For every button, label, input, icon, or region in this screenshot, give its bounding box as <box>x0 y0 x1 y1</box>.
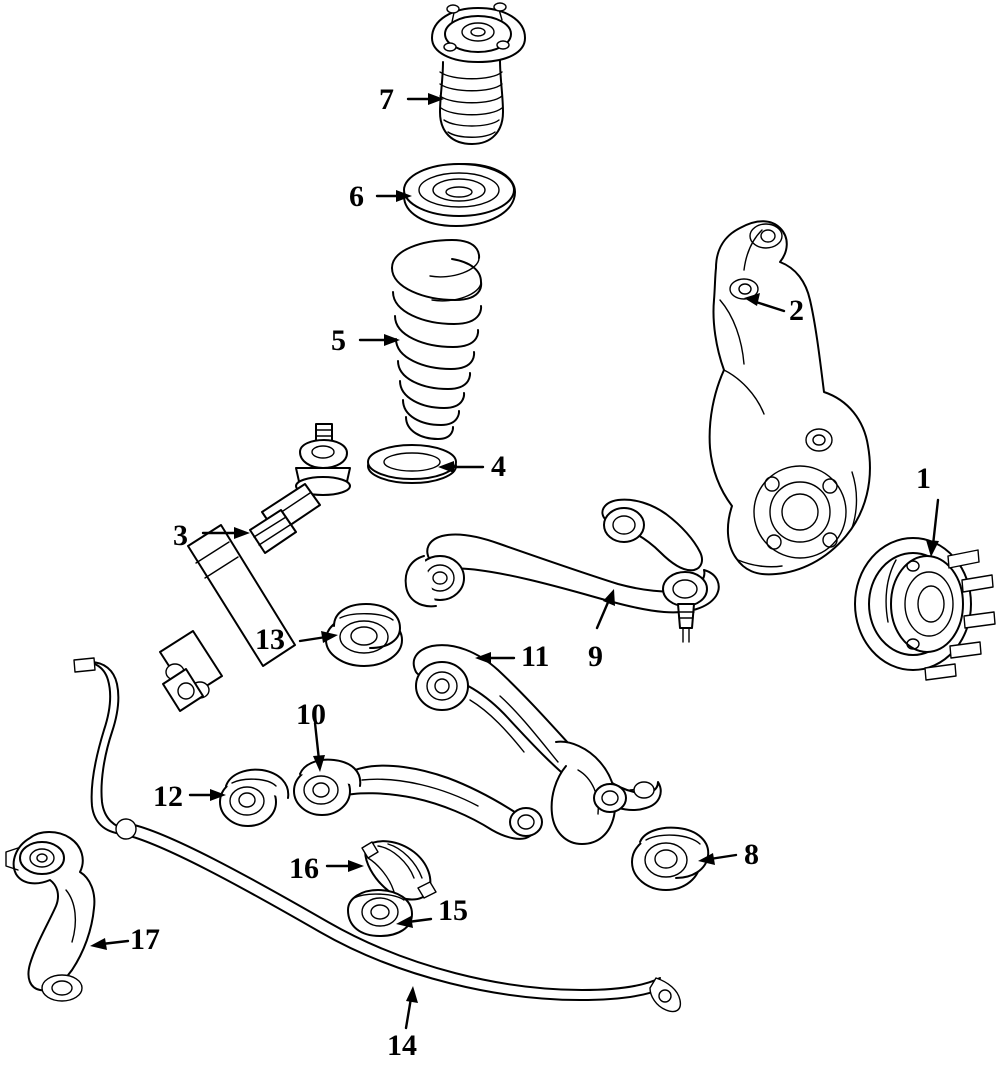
callout-11: 11 <box>521 640 550 673</box>
callout-17: 17 <box>130 923 160 956</box>
part-steering-knuckle <box>710 221 870 574</box>
part-spring-seat-lower-isolator <box>368 445 456 483</box>
callout-12: 12 <box>153 780 183 813</box>
callout-15: 15 <box>438 894 468 927</box>
part-control-arm-bushing-rear <box>632 828 708 890</box>
callout-4: 4 <box>491 450 506 483</box>
part-strut-mount-bumper <box>432 3 525 144</box>
callout-3: 3 <box>173 519 188 552</box>
part-front-arm-bushing <box>220 770 288 826</box>
callout-1: 1 <box>916 462 931 495</box>
part-upper-control-arm <box>406 500 719 642</box>
part-wheel-hub-assembly <box>855 538 995 680</box>
callout-2: 2 <box>789 294 804 327</box>
part-stabilizer-bar-bushing <box>348 890 412 936</box>
part-stabilizer-link <box>6 832 94 1001</box>
part-coil-spring <box>392 240 481 439</box>
part-front-lower-arm <box>294 760 542 839</box>
callout-9: 9 <box>588 640 603 673</box>
callout-6: 6 <box>349 180 364 213</box>
callout-10: 10 <box>296 698 326 731</box>
part-spring-seat-upper-isolator <box>404 164 515 226</box>
callout-5: 5 <box>331 324 346 357</box>
callout-7: 7 <box>379 83 394 116</box>
callout-16: 16 <box>289 852 319 885</box>
part-shock-absorber-strut <box>160 424 350 711</box>
callout-8: 8 <box>744 838 759 871</box>
callout-14: 14 <box>387 1029 417 1062</box>
callout-13: 13 <box>255 623 285 656</box>
